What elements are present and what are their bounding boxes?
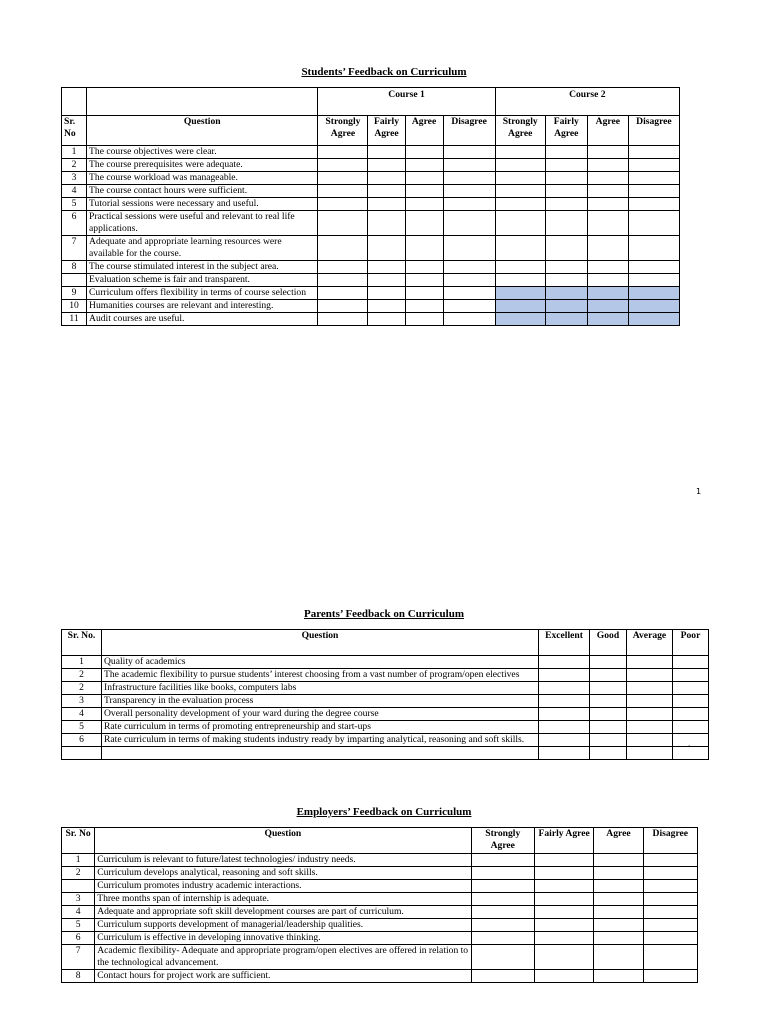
disagree-header: Disagree — [643, 828, 697, 854]
rating-cell[interactable] — [534, 906, 593, 919]
rating-cell[interactable] — [495, 261, 545, 274]
rating-cell[interactable] — [495, 211, 545, 236]
c2-agree-header: Agree — [587, 116, 628, 146]
rating-cell[interactable] — [318, 172, 368, 185]
table-row — [62, 198, 680, 211]
rating-cell[interactable] — [594, 919, 643, 932]
rating-cell[interactable] — [627, 747, 673, 760]
sr-no-cell: 6 — [62, 734, 102, 747]
rating-cell[interactable] — [590, 734, 627, 747]
question-cell: Curriculum is effective in developing innovative thinking. — [95, 932, 471, 945]
parents-feedback-table — [61, 629, 709, 760]
rating-cell[interactable] — [368, 300, 405, 313]
question-header: Question — [87, 116, 318, 146]
parents-column-header-row — [62, 630, 709, 656]
rating-cell[interactable] — [368, 274, 405, 287]
rating-cell[interactable] — [545, 211, 587, 236]
rating-cell[interactable] — [471, 919, 534, 932]
c1-disagree-header: Disagree — [443, 116, 495, 146]
question-header: Question — [95, 828, 471, 854]
rating-cell[interactable] — [673, 682, 709, 695]
table-row — [62, 854, 698, 867]
rating-cell[interactable] — [545, 287, 587, 300]
rating-cell[interactable] — [628, 159, 679, 172]
rating-cell[interactable] — [318, 211, 368, 236]
page-number: 1 — [696, 487, 702, 496]
students-feedback-title: Students’ Feedback on Curriculum — [301, 66, 467, 78]
rating-cell[interactable] — [594, 906, 643, 919]
rating-cell[interactable] — [587, 185, 628, 198]
rating-cell[interactable] — [368, 287, 405, 300]
table-row — [62, 656, 709, 669]
table-row — [62, 708, 709, 721]
rating-cell[interactable] — [539, 682, 590, 695]
students-column-header-row — [62, 116, 680, 146]
rating-cell[interactable] — [368, 159, 405, 172]
students-course-header-row — [62, 88, 680, 116]
rating-cell[interactable] — [594, 893, 643, 906]
c2-fairly-agree-header: Fairly Agree — [545, 116, 587, 146]
rating-cell[interactable] — [594, 945, 643, 970]
rating-cell[interactable] — [628, 261, 679, 274]
rating-cell[interactable] — [590, 721, 627, 734]
rating-cell[interactable] — [534, 932, 593, 945]
rating-cell[interactable] — [673, 669, 709, 682]
c2-strongly-agree-header: Strongly Agree — [495, 116, 545, 146]
sr-no-cell: 1 — [62, 146, 87, 159]
rating-cell[interactable] — [545, 159, 587, 172]
rating-cell[interactable] — [627, 656, 673, 669]
table-row — [62, 261, 680, 274]
employers-feedback-title: Employers’ Feedback on Curriculum — [296, 806, 472, 818]
rating-cell[interactable] — [318, 261, 368, 274]
question-cell: Infrastructure facilities like books, computers labs — [102, 682, 539, 695]
rating-cell[interactable] — [443, 172, 495, 185]
rating-cell[interactable] — [368, 198, 405, 211]
sr-no-cell: 4 — [62, 185, 87, 198]
rating-cell[interactable] — [318, 313, 368, 326]
table-row — [62, 185, 680, 198]
rating-cell[interactable] — [594, 854, 643, 867]
rating-cell[interactable] — [545, 172, 587, 185]
rating-cell[interactable] — [643, 854, 697, 867]
table-row — [62, 893, 698, 906]
rating-cell[interactable] — [590, 669, 627, 682]
sr-no-cell: 6 — [62, 211, 87, 236]
rating-cell[interactable] — [443, 211, 495, 236]
question-cell: Curriculum supports development of managerial/leadership qualities. — [95, 919, 471, 932]
rating-cell[interactable] — [673, 656, 709, 669]
table-row — [62, 236, 680, 261]
rating-cell[interactable] — [368, 236, 405, 261]
sr-no-cell: 4 — [62, 906, 95, 919]
rating-cell[interactable] — [443, 300, 495, 313]
table-row — [62, 274, 680, 287]
table-row — [62, 172, 680, 185]
rating-cell[interactable] — [545, 146, 587, 159]
rating-cell[interactable] — [628, 274, 679, 287]
rating-cell[interactable] — [594, 880, 643, 893]
table-row — [62, 919, 698, 932]
rating-cell[interactable] — [628, 146, 679, 159]
question-cell — [102, 747, 539, 760]
excellent-header: Excellent — [539, 630, 590, 656]
average-header: Average — [627, 630, 673, 656]
rating-cell[interactable] — [545, 185, 587, 198]
sr-no-cell: 2 — [62, 669, 102, 682]
rating-cell[interactable] — [627, 721, 673, 734]
table-row — [62, 211, 680, 236]
course1-header: Course 1 — [318, 88, 495, 116]
sr-no-cell: 8 — [62, 261, 87, 274]
rating-cell[interactable] — [471, 854, 534, 867]
rating-cell[interactable] — [318, 185, 368, 198]
sr-no-cell: 5 — [62, 198, 87, 211]
sr-no-cell: 7 — [62, 945, 95, 970]
sr-no-cell: 1 — [62, 656, 102, 669]
rating-cell[interactable] — [495, 300, 545, 313]
rating-cell[interactable] — [628, 236, 679, 261]
good-header: Good — [590, 630, 627, 656]
rating-cell[interactable] — [628, 198, 679, 211]
rating-cell[interactable] — [587, 274, 628, 287]
rating-cell[interactable] — [405, 287, 443, 300]
rating-cell[interactable] — [368, 313, 405, 326]
rating-cell[interactable] — [318, 274, 368, 287]
c1-fairly-agree-header: Fairly Agree — [368, 116, 405, 146]
table-row — [62, 669, 709, 682]
rating-cell[interactable] — [318, 236, 368, 261]
question-cell: Curriculum develops analytical, reasoning and soft skills. — [95, 867, 471, 880]
table-row — [62, 695, 709, 708]
rating-cell[interactable] — [587, 300, 628, 313]
rating-cell[interactable] — [643, 867, 697, 880]
rating-cell[interactable] — [587, 146, 628, 159]
rating-cell[interactable] — [534, 945, 593, 970]
table-row — [62, 880, 698, 893]
table-row — [62, 287, 680, 300]
rating-cell[interactable] — [534, 919, 593, 932]
rating-cell[interactable] — [539, 721, 590, 734]
rating-cell[interactable] — [495, 159, 545, 172]
rating-cell[interactable] — [627, 708, 673, 721]
table-row — [62, 159, 680, 172]
rating-cell[interactable] — [534, 880, 593, 893]
table-row — [62, 721, 709, 734]
rating-cell[interactable] — [627, 669, 673, 682]
table-row — [62, 146, 680, 159]
rating-cell[interactable] — [590, 682, 627, 695]
table-row — [62, 682, 709, 695]
question-cell: Quality of academics — [102, 656, 539, 669]
parents-feedback-title: Parents’ Feedback on Curriculum — [304, 608, 464, 620]
rating-cell[interactable] — [627, 695, 673, 708]
rating-cell[interactable] — [587, 287, 628, 300]
rating-cell[interactable] — [405, 172, 443, 185]
rating-cell[interactable] — [405, 211, 443, 236]
rating-cell[interactable] — [405, 274, 443, 287]
rating-cell[interactable] — [643, 906, 697, 919]
rating-cell[interactable] — [534, 867, 593, 880]
rating-cell[interactable] — [643, 945, 697, 970]
sr-no-cell: 3 — [62, 695, 102, 708]
c1-agree-header: Agree — [405, 116, 443, 146]
sr-no-cell: 7 — [62, 236, 87, 261]
empty-cell — [87, 88, 318, 116]
rating-cell[interactable] — [590, 747, 627, 760]
rating-cell[interactable] — [495, 146, 545, 159]
question-cell: Adequate and appropriate learning resources were available for the course. — [87, 236, 318, 261]
poor-header: Poor — [673, 630, 709, 656]
rating-cell[interactable] — [495, 172, 545, 185]
rating-cell[interactable] — [443, 313, 495, 326]
sr-no-cell — [62, 747, 102, 760]
rating-cell[interactable] — [545, 261, 587, 274]
question-header: Question — [102, 630, 539, 656]
c1-strongly-agree-header: Strongly Agree — [318, 116, 368, 146]
sr-no-cell: 1 — [62, 854, 95, 867]
question-cell: Contact hours for project work are sufficient. — [95, 970, 471, 983]
question-cell: Three months span of internship is adequate. — [95, 893, 471, 906]
stray-mark: ` — [688, 744, 691, 753]
sr-no-header: Sr. No — [62, 116, 87, 146]
rating-cell[interactable] — [368, 211, 405, 236]
question-cell: Rate curriculum in terms of making students industry ready by imparting analytical, reasoning and soft skills. — [102, 734, 539, 747]
rating-cell[interactable] — [405, 300, 443, 313]
rating-cell[interactable] — [368, 185, 405, 198]
question-cell: Evaluation scheme is fair and transparent. — [87, 274, 318, 287]
rating-cell[interactable] — [628, 211, 679, 236]
rating-cell[interactable] — [495, 236, 545, 261]
rating-cell[interactable] — [539, 669, 590, 682]
rating-cell[interactable] — [587, 172, 628, 185]
sr-no-cell: 4 — [62, 708, 102, 721]
rating-cell[interactable] — [628, 287, 679, 300]
question-cell: Audit courses are useful. — [87, 313, 318, 326]
sr-no-cell: 9 — [62, 287, 87, 300]
rating-cell[interactable] — [673, 708, 709, 721]
rating-cell[interactable] — [545, 198, 587, 211]
rating-cell[interactable] — [590, 656, 627, 669]
rating-cell[interactable] — [318, 146, 368, 159]
rating-cell[interactable] — [673, 721, 709, 734]
rating-cell[interactable] — [628, 185, 679, 198]
rating-cell[interactable] — [443, 274, 495, 287]
rating-cell[interactable] — [443, 198, 495, 211]
rating-cell[interactable] — [539, 734, 590, 747]
sr-no-cell: 6 — [62, 932, 95, 945]
table-row — [62, 970, 698, 983]
rating-cell[interactable] — [587, 211, 628, 236]
question-cell: The course contact hours were sufficient. — [87, 185, 318, 198]
rating-cell[interactable] — [405, 198, 443, 211]
question-cell: Curriculum is relevant to future/latest technologies/ industry needs. — [95, 854, 471, 867]
rating-cell[interactable] — [318, 300, 368, 313]
sr-no-cell: 3 — [62, 172, 87, 185]
rating-cell[interactable] — [443, 261, 495, 274]
fairly-agree-header: Fairly Agree — [534, 828, 593, 854]
sr-no-cell — [62, 274, 87, 287]
c2-disagree-header: Disagree — [628, 116, 679, 146]
rating-cell[interactable] — [587, 159, 628, 172]
table-row — [62, 867, 698, 880]
rating-cell[interactable] — [539, 708, 590, 721]
rating-cell[interactable] — [590, 695, 627, 708]
agree-header: Agree — [594, 828, 643, 854]
rating-cell[interactable] — [673, 695, 709, 708]
rating-cell[interactable] — [495, 313, 545, 326]
rating-cell[interactable] — [471, 893, 534, 906]
question-cell: Overall personality development of your ward during the degree course — [102, 708, 539, 721]
students-feedback-table — [61, 87, 680, 326]
rating-cell[interactable] — [628, 313, 679, 326]
rating-cell[interactable] — [587, 313, 628, 326]
question-cell: Curriculum promotes industry academic interactions. — [95, 880, 471, 893]
sr-no-cell: 2 — [62, 159, 87, 172]
rating-cell[interactable] — [594, 867, 643, 880]
rating-cell[interactable] — [318, 159, 368, 172]
sr-no-cell: 3 — [62, 893, 95, 906]
rating-cell[interactable] — [405, 236, 443, 261]
rating-cell[interactable] — [318, 198, 368, 211]
rating-cell[interactable] — [471, 945, 534, 970]
rating-cell[interactable] — [643, 893, 697, 906]
rating-cell[interactable] — [643, 919, 697, 932]
rating-cell[interactable] — [471, 880, 534, 893]
rating-cell[interactable] — [545, 313, 587, 326]
table-row — [62, 734, 709, 747]
question-cell: The course objectives were clear. — [87, 146, 318, 159]
rating-cell[interactable] — [368, 172, 405, 185]
rating-cell[interactable] — [628, 300, 679, 313]
rating-cell[interactable] — [471, 970, 534, 983]
sr-no-cell — [62, 880, 95, 893]
table-row — [62, 945, 698, 970]
table-row — [62, 747, 709, 760]
empty-cell — [62, 88, 87, 116]
rating-cell[interactable] — [405, 261, 443, 274]
rating-cell[interactable] — [495, 287, 545, 300]
rating-cell[interactable] — [643, 970, 697, 983]
rating-cell[interactable] — [443, 159, 495, 172]
rating-cell[interactable] — [405, 313, 443, 326]
rating-cell[interactable] — [471, 932, 534, 945]
sr-no-cell: 8 — [62, 970, 95, 983]
rating-cell[interactable] — [587, 236, 628, 261]
rating-cell[interactable] — [405, 159, 443, 172]
sr-no-cell: 2 — [62, 867, 95, 880]
rating-cell[interactable] — [627, 682, 673, 695]
rating-cell[interactable] — [471, 906, 534, 919]
question-cell: Adequate and appropriate soft skill development courses are part of curriculum. — [95, 906, 471, 919]
question-cell: Tutorial sessions were necessary and useful. — [87, 198, 318, 211]
rating-cell[interactable] — [534, 970, 593, 983]
rating-cell[interactable] — [405, 146, 443, 159]
rating-cell[interactable] — [534, 854, 593, 867]
rating-cell[interactable] — [539, 656, 590, 669]
rating-cell[interactable] — [587, 198, 628, 211]
rating-cell[interactable] — [590, 708, 627, 721]
rating-cell[interactable] — [495, 274, 545, 287]
sr-no-cell: 5 — [62, 919, 95, 932]
sr-no-header: Sr. No — [62, 828, 95, 854]
table-row — [62, 932, 698, 945]
strongly-agree-header: Strongly Agree — [471, 828, 534, 854]
rating-cell[interactable] — [587, 261, 628, 274]
question-cell: The course workload was manageable. — [87, 172, 318, 185]
rating-cell[interactable] — [628, 172, 679, 185]
rating-cell[interactable] — [545, 236, 587, 261]
question-cell: Humanities courses are relevant and interesting. — [87, 300, 318, 313]
employers-column-header-row — [62, 828, 698, 854]
rating-cell[interactable] — [627, 734, 673, 747]
rating-cell[interactable] — [318, 287, 368, 300]
rating-cell[interactable] — [594, 970, 643, 983]
question-cell: Curriculum offers flexibility in terms of course selection — [87, 287, 318, 300]
rating-cell[interactable] — [443, 287, 495, 300]
sr-no-cell: 11 — [62, 313, 87, 326]
rating-cell[interactable] — [471, 867, 534, 880]
table-row — [62, 300, 680, 313]
sr-no-cell: 5 — [62, 721, 102, 734]
rating-cell[interactable] — [539, 695, 590, 708]
question-cell: The course prerequisites were adequate. — [87, 159, 318, 172]
rating-cell[interactable] — [368, 146, 405, 159]
rating-cell[interactable] — [594, 932, 643, 945]
rating-cell[interactable] — [495, 198, 545, 211]
question-cell: Practical sessions were useful and relevant to real life applications. — [87, 211, 318, 236]
question-cell: Transparency in the evaluation process — [102, 695, 539, 708]
rating-cell[interactable] — [545, 300, 587, 313]
rating-cell[interactable] — [443, 236, 495, 261]
rating-cell[interactable] — [643, 932, 697, 945]
rating-cell[interactable] — [545, 274, 587, 287]
rating-cell[interactable] — [534, 893, 593, 906]
question-cell: Academic flexibility- Adequate and appropriate program/open electives are offered in relation to the technological advancement. — [95, 945, 471, 970]
rating-cell[interactable] — [405, 185, 443, 198]
table-row — [62, 313, 680, 326]
employers-feedback-table — [61, 827, 698, 983]
sr-no-header: Sr. No. — [62, 630, 102, 656]
rating-cell[interactable] — [539, 747, 590, 760]
rating-cell[interactable] — [643, 880, 697, 893]
table-row — [62, 906, 698, 919]
question-cell: Rate curriculum in terms of promoting entrepreneurship and start-ups — [102, 721, 539, 734]
rating-cell[interactable] — [443, 146, 495, 159]
sr-no-cell: 2 — [62, 682, 102, 695]
question-cell: The academic flexibility to pursue students’ interest choosing from a vast number of program/open electives — [102, 669, 539, 682]
rating-cell[interactable] — [443, 185, 495, 198]
sr-no-cell: 10 — [62, 300, 87, 313]
question-cell: The course stimulated interest in the subject area. — [87, 261, 318, 274]
rating-cell[interactable] — [368, 261, 405, 274]
rating-cell[interactable] — [495, 185, 545, 198]
course2-header: Course 2 — [495, 88, 679, 116]
